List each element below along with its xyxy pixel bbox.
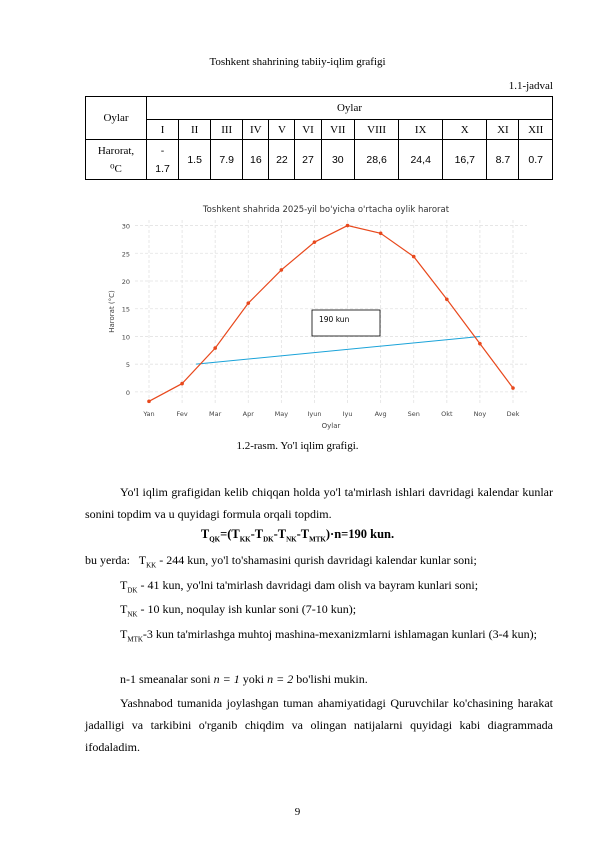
col-header-cell: Oylar [147,97,553,120]
definition-5-line [120,669,555,689]
definition-5-mid: yoki [239,672,268,686]
x-tick-label: Sen [407,410,420,418]
x-tick-label: Apr [242,410,254,418]
temp-cell: 22 [269,140,295,180]
temp-cell: 16,7 [443,140,487,180]
temp-row [86,140,553,180]
data-point [511,386,515,390]
figure-caption: 1.2-rasm. Yo'l iqlim grafigi. [236,440,359,452]
y-tick-label: 10 [121,333,130,342]
temp-cell: 0.7 [519,140,553,180]
month-cell: VI [295,120,321,140]
chart-svg [105,200,535,430]
paragraph-1: Yo'l iqlim grafigidan kelib chiqqan holda yo'l ta'mirlash ishlari davridagi kalendar kunlar sonini topdim va u quyidagi formula orqali topdim. [85,485,553,521]
annotation-label: 190 kun [319,315,350,324]
data-point [313,240,317,244]
month-cell: II [179,120,211,140]
temp-cell: 30 [321,140,354,180]
y-tick-label: 0 [125,388,130,397]
definition-3-line [120,599,555,624]
temp-cell: 8.7 [487,140,519,180]
y-tick-label: 5 [125,361,130,370]
month-cell: VII [321,120,354,140]
month-cell: XI [487,120,519,140]
month-cell: XII [519,120,553,140]
data-point [213,346,217,350]
month-cell: III [211,120,243,140]
x-tick-label: Yan [143,410,155,418]
month-row [86,120,553,140]
x-tick-label: Avg [374,410,387,418]
formula-text: $T_{QK}=(T_{KK}-T_{DK}-T_{NK}-T_{MTK})\cdot n=190$ kun. [200,527,395,544]
definition-4: $T_{MTK}-3$ kun ta'mirlashga muhtoj mashina-mexanizmlarni ishlamagan kunlari (3-4 kun); [120,627,537,644]
y-axis-label: Harorat (°C) [108,290,116,333]
y-tick-label: 20 [121,278,130,286]
definition-2: $T_{DK} - 41$ kun, yo'lni ta'mirlash davridagi dam olish va bayram kunlari soni; [120,578,479,595]
temp-label-cell [86,140,147,180]
x-tick-label: Okt [441,410,453,418]
temp-cell: 16 [243,140,269,180]
month-cell: IX [399,120,443,140]
temp-cell: 24,4 [399,140,443,180]
definition-2-line [120,575,555,600]
temp-cell: 27 [295,140,321,180]
x-tick-label: May [274,410,289,418]
temp-cell: - 1.7 [147,140,179,180]
x-tick-label: Iyun [307,410,322,418]
temp-label: Harorat, [97,144,135,157]
formula [0,527,595,544]
y-tick-label: 25 [121,250,130,259]
y-tick-label: 15 [121,305,130,314]
month-cell: IV [243,120,269,140]
definition-4-line [120,623,555,650]
x-tick-label: Mar [209,410,222,418]
chart-title: Toshkent shahrida 2025-yil bo'yicha o'rtacha oylik harorat [202,205,450,215]
x-axis-label: Oylar [321,422,341,430]
table-title: Toshkent shahrining tabiiy-iqlim grafigi [209,56,386,68]
x-tick-label: Noy [473,410,487,418]
definitions-intro [85,550,555,575]
temperature-chart [105,200,535,430]
row-header-cell: Oylar [86,97,147,140]
month-cell: V [269,120,295,140]
data-point [180,382,184,386]
temp-unit: ⁰C [110,162,122,175]
definition-5-pre: n-1 smeanalar soni [120,672,214,686]
temp-cell: 1.5 [179,140,211,180]
data-point [246,301,250,305]
definition-3: $T_{NK} - 10$ kun, noqulay ish kunlar soni (7-10 kun); [120,602,357,619]
bu-yerda: bu yerda: [85,553,130,567]
data-point [280,268,284,272]
definition-5-n2: n = 2 [267,672,294,686]
data-point [478,342,482,346]
month-cell: VIII [355,120,399,140]
temp-cell: 7.9 [211,140,243,180]
data-point [412,255,416,259]
definition-5-n1: n = 1 [213,672,240,686]
data-point [445,298,449,302]
month-cell: I [147,120,179,140]
data-point [346,224,350,228]
x-tick-label: Iyu [342,410,353,418]
definition-5-post: bo'lishi mukin. [293,672,368,686]
climate-table [85,96,553,180]
page-number: 9 [294,806,301,818]
trend-line [196,336,480,364]
data-point [379,232,383,236]
x-tick-label: Dek [506,410,520,418]
temp-cell: 28,6 [355,140,399,180]
definition-1: $T_{KK} - 244$ kun, yo'l to'shamasini qurish davridagi kalendar kunlar soni; [138,553,477,570]
x-tick-label: Fev [176,410,188,418]
data-point [147,400,151,404]
table-label: 1.1-jadval [508,80,553,92]
month-cell: X [443,120,487,140]
paragraph-2: Yashnabod tumanida joylashgan tuman ahamiyatidagi Quruvchilar ko'chasining harakat jadalligi va tarkibini o'rganib chiqdim va olingan natijalarni quyidagi kabi diagrammada ifodaladim. [85,696,553,754]
y-tick-label: 30 [121,222,130,231]
